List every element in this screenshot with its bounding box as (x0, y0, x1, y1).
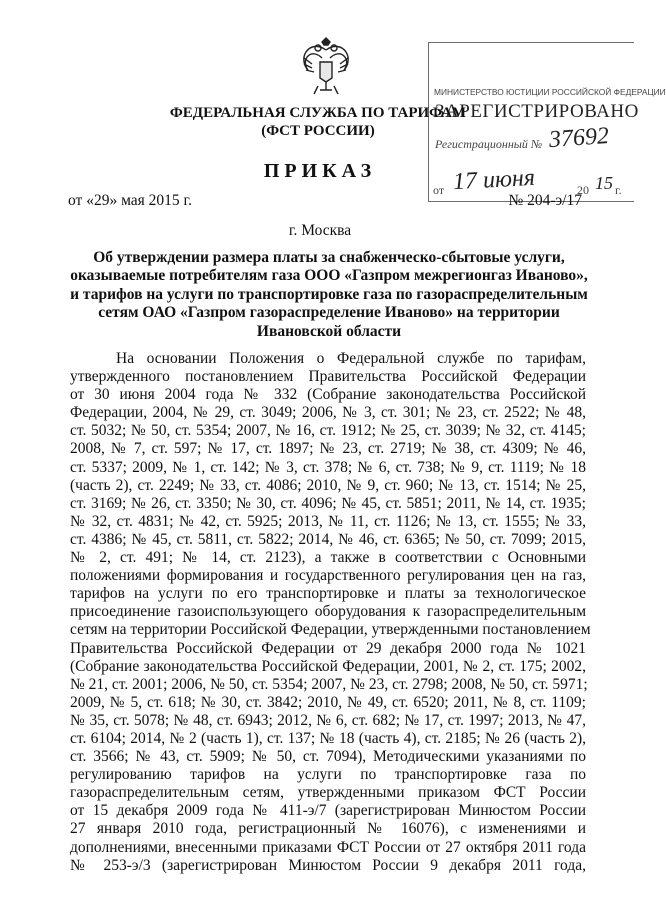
body-line: присоединение газоиспользующего оборудования к газораспределительным (70, 603, 586, 621)
body-line: сетям на территории Российской Федерации, утвержденными постановлением (70, 621, 591, 639)
body-line: 2009, № 5, ст. 618; № 30, ст. 3842; 2010, № 49, ст. 6520; 2011, № 8, ст. 1109; (70, 693, 586, 711)
body-line: 27 января 2010 года, регистрационный № 16076), с изменениями и (70, 820, 586, 838)
stamp-reg-label: Регистрационный № (435, 137, 543, 151)
body-line: от 30 июня 2004 года № 332 (Собрание законодательства Российской (70, 386, 586, 404)
document-title (64, 249, 594, 341)
body-line: Правительства Российской Федерации от 29 декабря 2000 года № 1021 (70, 639, 586, 657)
body-line: ст. 4386; № 45, ст. 5811, ст. 5822; 2014, № 46, ст. 6365; № 50, ст. 7099; 2015, (70, 530, 586, 548)
title-line: и тарифов на услуги по транспортировке газа по газораспределительным (70, 285, 588, 303)
body-line: № 35, ст. 5078; № 48, ст. 6943; 2012, № 6, ст. 682; № 17, ст. 1997; 2013, № 47, (70, 711, 586, 729)
stamp-year-suffix: г. (615, 183, 622, 197)
body-line: ст. 6104; 2014, № 2 (часть 1), ст. 137; № 18 (часть 4), ст. 2185; № 26 (часть 2), (70, 729, 586, 747)
body-line: ст. 5032; № 50, ст. 5354; 2007, № 16, ст. 1912; № 25, ст. 3039; № 32, ст. 4145; (70, 422, 586, 440)
stamp-date-prefix: от (433, 183, 445, 197)
stamp-year: 15 (595, 173, 613, 193)
body-line: регулированию тарифов на услуги по транспортировке газа по (70, 766, 586, 784)
body-line: (Собрание законодательства Российской Федерации, 2001, № 2, ст. 175; 2002, (70, 657, 586, 675)
title-line: Об утверждении размера платы за снабженческо-сбытовые услуги, (93, 249, 565, 266)
agency-line-2: (ФСТ РОССИИ) (261, 123, 375, 139)
body-line: от 15 декабря 2009 года № 411-э/7 (зарегистрирован Минюстом России (70, 802, 586, 820)
body-line: ст. 5337; 2009, № 1, ст. 142; № 3, ст. 378; № 6, ст. 738; № 9, ст. 1119; № 18 (70, 458, 586, 476)
body-line: ст. 3566; № 43, ст. 5909; № 50, ст. 7094), Методическими указаниями по (70, 748, 586, 766)
document-city: г. Москва (288, 222, 352, 239)
body-line: № 32, ст. 4831; № 42, ст. 5925; 2013, № 11, ст. 1126; № 13, ст. 1555; № 33, (70, 512, 586, 530)
body-line: тарифов на услуги по его транспортировке и платы за технологическое (70, 585, 586, 603)
coat-of-arms-icon (298, 36, 354, 100)
body-line: положениями формирования и государственного регулирования цен на газ, (70, 567, 586, 585)
body-line: дополнениями, внесенными приказами ФСТ России от 27 октября 2011 года (70, 838, 586, 856)
stamp-ministry: МИНИСТЕРСТВО ЮСТИЦИИ РОССИЙСКОЙ ФЕДЕРАЦИИ (434, 87, 666, 97)
body-line: утвержденного постановлением Правительства Российской Федерации (70, 368, 586, 386)
body-line: На основании Положения о Федеральной службе по тарифам, (116, 350, 586, 367)
document-date: от «29» мая 2015 г. (68, 192, 193, 209)
agency-name (168, 104, 468, 140)
body-line: № 21, ст. 2001; 2006, № 50, ст. 5354; 2007, № 23, ст. 2798; 2008, № 50, ст. 5971; (70, 675, 588, 693)
body-line: газораспределительным сетям, утвержденными приказом ФСТ России (70, 784, 586, 802)
stamp-date: 17 июня (452, 164, 536, 196)
document-type: ПРИКАЗ (263, 160, 377, 182)
stamp-registered: ЗАРЕГИСТРИРОВАНО (435, 101, 639, 122)
stamp-reg-number: 37692 (548, 122, 610, 154)
body-line: 2008, № 7, ст. 597; № 17, ст. 1897; № 23, ст. 2719; № 38, ст. 4309; № 46, (70, 440, 586, 458)
body-line: № 2, ст. 491; № 14, ст. 2123), а также в соответствии с Основными (70, 549, 586, 567)
agency-line-1: ФЕДЕРАЛЬНАЯ СЛУЖБА ПО ТАРИФАМ (169, 105, 467, 121)
document-number: № 204-э/17 (508, 192, 582, 209)
title-line: оказываемые потребителям газа ООО «Газпром межрегионгаз Иваново», (70, 267, 588, 285)
stamp-year-prefix: 20 (577, 183, 589, 197)
body-line: № 253-э/3 (зарегистрирован Минюстом России 9 декабря 2011 года, (70, 856, 586, 874)
body-line: Федерации, 2004, № 29, ст. 3049; 2006, № 3, ст. 301; № 23, ст. 2522; № 48, (70, 404, 586, 422)
body-line: (часть 2), ст. 2249; № 33, ст. 4086; 2010, № 9, ст. 960; № 13, ст. 1514; № 25, (70, 476, 586, 494)
title-line: сетям ОАО «Газпром газораспределение Иваново» на территории (98, 304, 560, 322)
body-line: ст. 3169; № 26, ст. 3350; № 30, ст. 4096; № 45, ст. 5851; 2011, № 14, ст. 1935; (70, 494, 586, 512)
title-line: Ивановской области (256, 322, 402, 340)
document-body (70, 350, 591, 875)
